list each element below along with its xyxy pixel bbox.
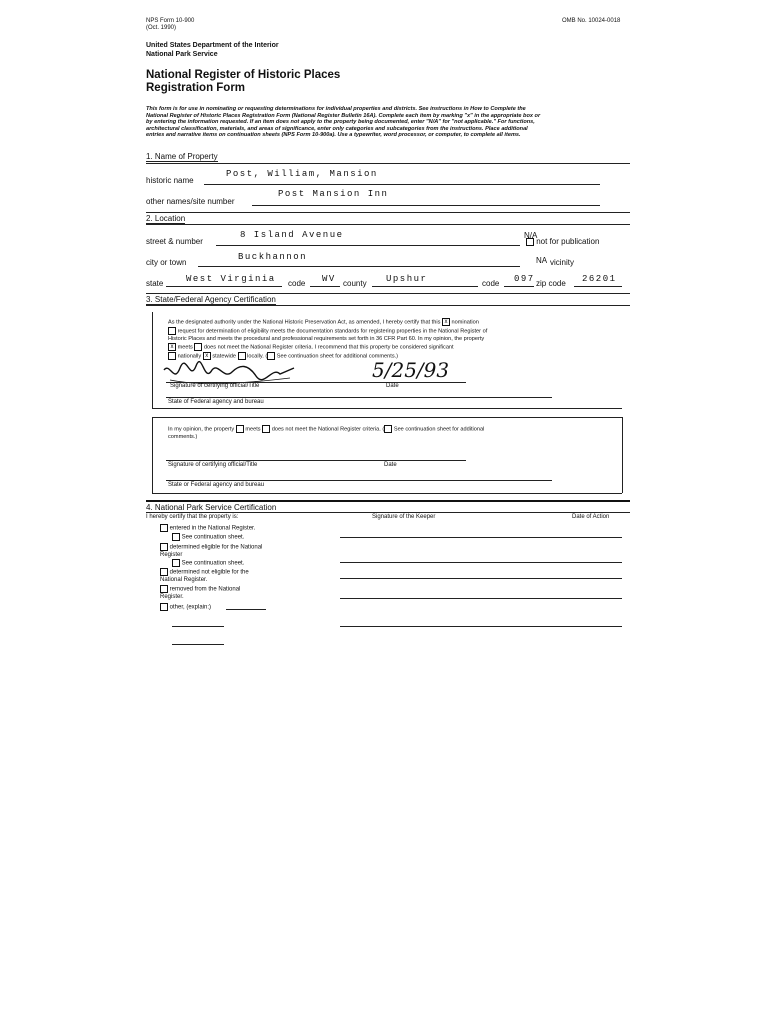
agency2-label: State or Federal agency and bureau <box>168 482 265 488</box>
instructions <box>146 106 622 139</box>
section1-heading: 1. Name of Property <box>146 152 218 161</box>
other-names-label: other names/site number <box>146 197 235 206</box>
rule <box>226 609 266 610</box>
not-for-publication-label: not for publication <box>536 237 600 246</box>
page-title: National Register of Historic Places <box>146 69 341 81</box>
rule <box>152 493 622 494</box>
rule <box>146 293 630 294</box>
form-date: (Oct. 1990) <box>146 25 177 31</box>
checkbox-icon[interactable] <box>160 603 168 611</box>
rule <box>146 512 630 513</box>
state-value[interactable]: West Virginia <box>186 274 276 284</box>
rule <box>504 286 534 287</box>
vicinity-label: vicinity <box>550 258 575 267</box>
section4-heading: 4. National Park Service Certification <box>146 503 277 512</box>
nomination-checkbox[interactable]: x <box>442 318 450 326</box>
rule <box>340 537 622 538</box>
rule <box>166 286 282 287</box>
rule <box>172 644 224 645</box>
page-subtitle: Registration Form <box>146 82 246 94</box>
zip-value[interactable]: 26201 <box>582 274 617 284</box>
instruction-line: entries and narrative items on continuation sheets (NPS Form 10-900a). Use a typewriter, word processor, or computer, to complete all items. <box>146 132 521 139</box>
city-label: city or town <box>146 258 187 267</box>
cert-text: As the designated authority under the National Historic Preservation Act, as amended, I hereby certify that this x nomination request for determination of eligibility meets the documentation standards for registering properties in the National Register of Historic Places and meets the procedural and professional requirements set forth in 36 CFR Part 60. In my opinion, the property x meets does not meet the National Register criteria. I recommend that this property be considered significant nationally x statewide locally. ( See continuation sheet for additional comments.) <box>168 319 488 360</box>
sig2-label: Signature of certifying official/Title <box>168 462 258 468</box>
instruction-line: This form is for use in nominating or requesting determinations for individual properties and districts. See instructions in How to Complete the <box>146 106 526 112</box>
rule <box>146 500 630 502</box>
nps-item-not-eligible[interactable]: determined not eligible for the National Register. <box>160 569 249 583</box>
statewide-checkbox[interactable]: x <box>203 352 211 360</box>
city-value[interactable]: Buckhannon <box>238 252 308 262</box>
omb-number: OMB No. 10024-0018 <box>562 18 621 24</box>
opinion-box-right <box>622 417 623 493</box>
rule <box>146 224 630 225</box>
instruction-line: by entering the information requested. If an item does not apply to the property being documented, enter "N/A" for "not applicable." For functions, <box>146 119 535 126</box>
rule <box>340 562 622 563</box>
state-code-label: code <box>288 279 306 288</box>
checkbox-icon[interactable] <box>160 585 168 593</box>
nps-item-other[interactable]: other, (explain:) <box>160 603 211 612</box>
instruction-line: National Register of Historic Places Registration Form (National Register Bulletin 16A). Complete each item by marking "x" in the appropriate box or <box>146 112 541 119</box>
cert-box-left <box>152 312 153 408</box>
nps-item-removed[interactable]: removed from the National Register. <box>160 586 241 600</box>
checkbox-icon[interactable] <box>160 568 168 576</box>
section2-heading: 2. Location <box>146 214 186 223</box>
sig-date-label: Date <box>386 383 399 389</box>
rule <box>340 598 622 599</box>
checkbox-icon[interactable] <box>160 543 168 551</box>
meets-checkbox[interactable]: x <box>168 343 176 351</box>
street-label: street & number <box>146 237 203 246</box>
rule <box>574 286 622 287</box>
county-code-value[interactable]: 097 <box>514 274 535 284</box>
county-value[interactable]: Upshur <box>386 274 428 284</box>
vicinity-mark[interactable]: NA <box>536 256 548 265</box>
rule <box>372 286 478 287</box>
not-for-publication-mark[interactable]: N/A <box>524 231 538 240</box>
form-number: NPS Form 10-900 <box>146 18 195 24</box>
keeper-label: Signature of the Keeper <box>372 514 436 520</box>
rule <box>146 163 630 164</box>
opinion-meets-checkbox[interactable] <box>236 425 244 433</box>
sig-label: Signature of certifying official/Title <box>170 383 260 389</box>
instruction-line: architectural classification, materials, and areas of significance, enter only categories and subcategories from the instructions. Place additional <box>146 125 528 132</box>
zip-label: zip code <box>536 279 566 288</box>
state-code-value[interactable]: WV <box>322 274 336 284</box>
state-label: state <box>146 279 164 288</box>
request-checkbox[interactable] <box>168 327 176 335</box>
signature-date: 5/25/93 <box>372 358 450 382</box>
rule <box>146 212 630 213</box>
rule <box>152 408 622 409</box>
checkbox-icon[interactable] <box>172 533 180 541</box>
rule <box>166 460 466 461</box>
date2-label: Date <box>384 462 397 468</box>
checkbox-icon[interactable] <box>160 524 168 532</box>
opinion-box-left <box>152 417 153 493</box>
date-of-action-label: Date of Action <box>572 514 610 520</box>
rule <box>198 266 520 267</box>
department: United States Department of the Interior <box>146 42 279 49</box>
certify-text: I hereby certify that the property is: <box>146 514 239 520</box>
historic-name-label: historic name <box>146 176 194 185</box>
rule <box>172 626 224 627</box>
opinion-does-not-meet-checkbox[interactable] <box>262 425 270 433</box>
other-names-value[interactable]: Post Mansion Inn <box>278 189 389 199</box>
checkbox-icon[interactable] <box>172 559 180 567</box>
rule <box>340 626 622 627</box>
service: National Park Service <box>146 51 218 58</box>
not-for-publication[interactable] <box>526 237 599 246</box>
rule <box>204 184 600 185</box>
historic-name-value[interactable]: Post, William, Mansion <box>226 169 378 179</box>
street-value[interactable]: 8 Island Avenue <box>240 230 344 240</box>
rule <box>310 286 340 287</box>
rule <box>166 397 552 398</box>
checkbox-icon[interactable] <box>526 238 534 246</box>
rule <box>216 245 520 246</box>
county-label: county <box>343 279 367 288</box>
rule <box>152 417 622 418</box>
county-code-label: code <box>482 279 500 288</box>
rule <box>146 305 630 306</box>
rule <box>166 480 552 481</box>
nps-item-eligible[interactable]: determined eligible for the National Register See continuation sheet. <box>160 544 263 567</box>
rule <box>340 578 622 579</box>
does-not-meet-checkbox[interactable] <box>194 343 202 351</box>
opinion-continuation-checkbox[interactable] <box>384 425 392 433</box>
opinion-text: In my opinion, the property meets does not meet the National Register criteria. ( See continuation sheet for additional comments.) <box>168 426 485 441</box>
agency-label: State of Federal agency and bureau <box>168 399 264 405</box>
nps-item-entered[interactable]: entered in the National Register. See continuation sheet. <box>160 524 280 541</box>
rule <box>252 205 600 206</box>
section3-heading: 3. State/Federal Agency Certification <box>146 295 276 304</box>
